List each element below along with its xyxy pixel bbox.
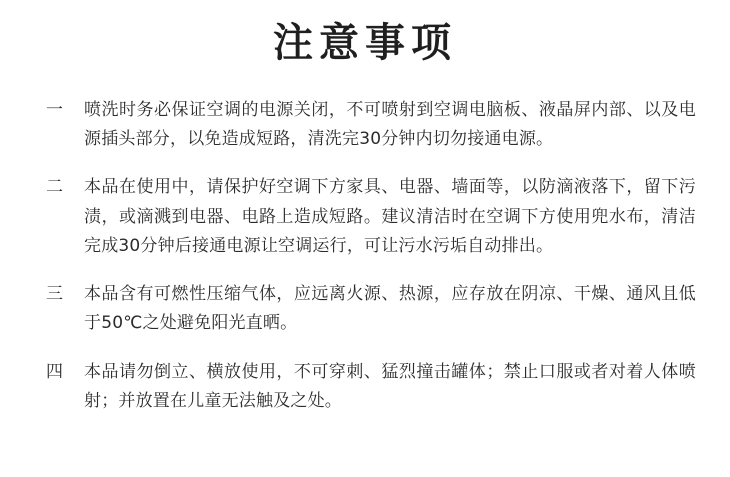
list-item-text: 本品含有可燃性压缩气体，应远离火源、热源，应存放在阴凉、干燥、通风且低于50℃之处避免阳光直晒。: [84, 284, 696, 334]
list-item-text: 本品在使用中，请保护好空调下方家具、电器、墙面等，以防滴液落下，留下污渍，或滴溅到电器、电路上造成短路。建议清洁时在空调下方使用兜水布，清洁完成30分钟后接通电源让空调运行，可让污水污垢自动排出。: [84, 177, 696, 256]
list-item-marker: 四: [46, 361, 63, 382]
list-item: [46, 280, 696, 338]
list-item-text: 喷洗时务必保证空调的电源关闭，不可喷射到空调电脑板、液晶屏内部、以及电源插头部分，以免造成短路，清洗完30分钟内切勿接通电源。: [84, 100, 696, 150]
list-item-text: 本品请勿倒立、横放使用，不可穿刺、猛烈撞击罐体；禁止口服或者对着人体喷射；并放置在儿童无法触及之处。: [84, 361, 696, 411]
page-title: 注意事项: [273, 20, 457, 66]
list-item: [46, 358, 696, 416]
notice-list: [0, 96, 730, 416]
list-item: [46, 173, 696, 261]
list-item-marker: 二: [46, 177, 63, 198]
list-item-marker: 三: [46, 284, 63, 305]
list-item: [46, 96, 696, 154]
notice-document-page: [0, 16, 730, 477]
list-item-marker: 一: [46, 100, 63, 120]
